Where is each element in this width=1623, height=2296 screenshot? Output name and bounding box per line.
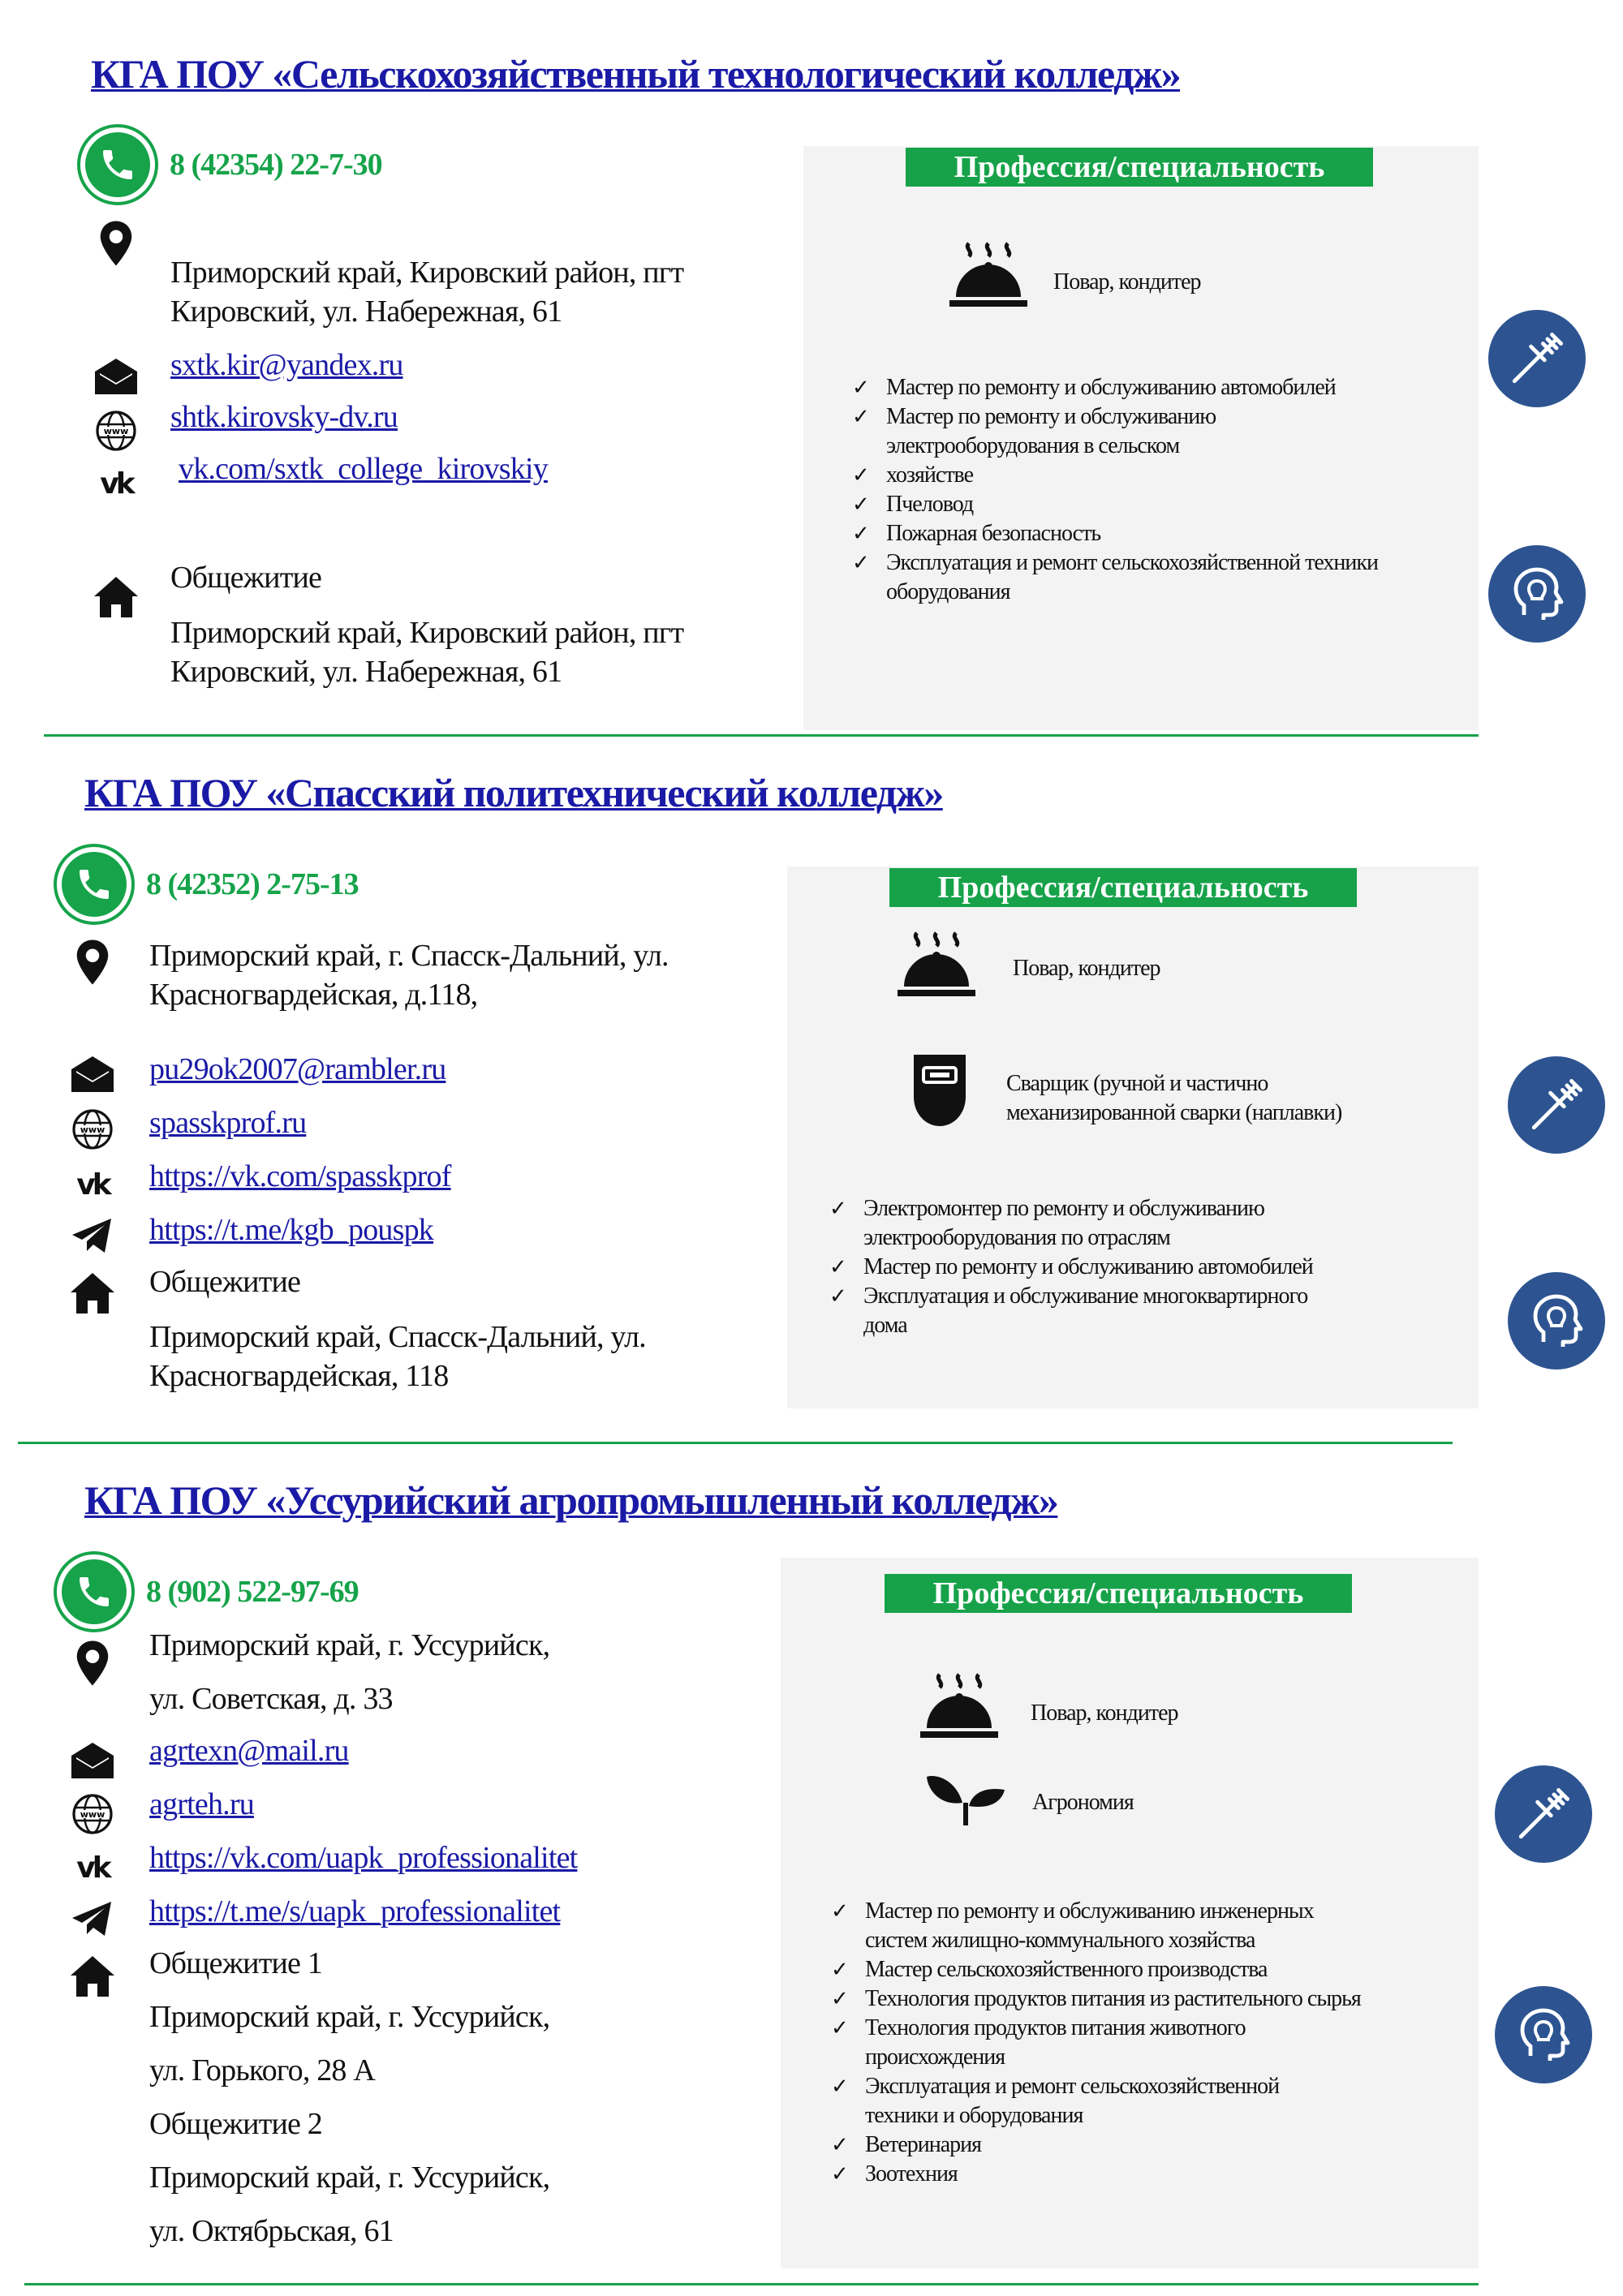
location-pin-icon (93, 221, 139, 266)
list-item: ✓ Мастер по ремонту и обслуживанию автомобилей (852, 373, 1378, 402)
dorm-label: Общежитие (149, 1265, 301, 1299)
list-item: ✓ Эксплуатация и ремонт сельскохозяйственной (831, 2072, 1361, 2101)
section-divider (24, 2283, 1479, 2285)
svg-text:www: www (80, 1124, 105, 1135)
specialty-list (829, 1194, 1313, 1340)
dorm-label: Общежитие (170, 561, 322, 595)
dorm-address-line: Кировский, ул. Набережная, 61 (170, 655, 562, 689)
telegram-icon (70, 1897, 115, 1942)
globe-www-icon (70, 1107, 115, 1152)
dorm-label: Общежитие 1 (149, 1946, 323, 1980)
list-item: электрооборудования по отраслям (863, 1225, 1170, 1250)
welding-mask-icon (909, 1051, 971, 1133)
college-title[interactable]: КГА ПОУ «Уссурийский агропромышленный колледж» (84, 1477, 1058, 1523)
phone-icon[interactable] (54, 1551, 135, 1632)
list-item: ✓ Эксплуатация и ремонт сельскохозяйственной техники (852, 548, 1378, 578)
address-line: Приморский край, г. Спасск-Дальний, ул. (149, 939, 669, 973)
list-item: происхождения (865, 2044, 1005, 2070)
location-pin-icon (70, 939, 115, 985)
profession-label: Повар, кондитер (1013, 956, 1160, 981)
vk-link[interactable]: vk.com/sxtk_college_kirovskiy (179, 452, 548, 486)
head-mind-icon (1488, 545, 1586, 643)
list-item: ✓ Мастер по ремонту и обслуживанию (852, 402, 1378, 432)
list-item: ✓ Ветеринария (831, 2130, 1361, 2160)
cloche-icon (920, 1671, 998, 1745)
list-item: ✓ Технология продуктов питания животного (831, 2014, 1361, 2043)
address-line: Кировский, ул. Набережная, 61 (170, 295, 562, 329)
phone-row (54, 844, 359, 925)
college-title[interactable]: КГА ПОУ «Сельскохозяйственный технологический колледж» (91, 51, 1181, 97)
dorm-address-line: ул. Горького, 28 А (149, 2053, 375, 2087)
profession-banner: Профессия/специальность (889, 868, 1357, 907)
envelope-icon (70, 1738, 115, 1783)
specialty-list (831, 1897, 1361, 2189)
dorm-address-line: Приморский край, г. Уссурийск, (149, 2161, 550, 2195)
profession-banner: Профессия/специальность (885, 1574, 1352, 1613)
dorm-address-line: Красногвардейская, 118 (149, 1359, 449, 1393)
globe-www-icon (70, 1791, 115, 1837)
list-item: электрооборудования в сельском (886, 433, 1180, 458)
head-mind-icon (1495, 1986, 1592, 2083)
profession-label: Сварщик (ручной и частично (1006, 1071, 1268, 1096)
list-item: ✓ Пожарная безопасность (852, 519, 1378, 548)
phone-row (54, 1551, 359, 1632)
list-item: систем жилищно-коммунального хозяйства (865, 1928, 1255, 1953)
profession-label: Повар, кондитер (1031, 1701, 1178, 1726)
home-icon (70, 1954, 115, 1999)
address-line: Приморский край, г. Уссурийск, (149, 1628, 550, 1662)
envelope-icon (70, 1051, 115, 1097)
vk-link[interactable]: https://vk.com/spasskprof (149, 1159, 451, 1193)
list-item: ✓ Зоотехния (831, 2160, 1361, 2189)
email-link[interactable]: agrtexn@mail.ru (149, 1734, 349, 1768)
phone-number[interactable]: 8 (42352) 2-75-13 (146, 867, 359, 901)
vk-icon: vk (76, 1851, 109, 1885)
crutch-accessibility-icon (1488, 310, 1586, 407)
website-link[interactable]: agrteh.ru (149, 1787, 254, 1821)
list-item: ✓ Электромонтер по ремонту и обслуживанию (829, 1194, 1313, 1223)
dorm-address-line: Приморский край, Кировский район, пгт (170, 616, 684, 650)
website-link[interactable]: shtk.kirovsky-dv.ru (170, 400, 398, 434)
home-icon (70, 1271, 115, 1316)
address-line: ул. Советская, д. 33 (149, 1682, 393, 1716)
list-item: ✓ Мастер по ремонту и обслуживанию автомобилей (829, 1253, 1313, 1282)
telegram-icon (70, 1214, 115, 1259)
location-pin-icon (70, 1640, 115, 1686)
vk-icon: vk (100, 467, 132, 501)
list-item: техники и оборудования (865, 2103, 1083, 2128)
phone-icon[interactable] (77, 124, 158, 205)
telegram-link[interactable]: https://t.me/kgb_pouspk (149, 1213, 434, 1247)
cloche-icon (949, 240, 1027, 314)
phone-icon[interactable] (54, 844, 135, 925)
head-mind-icon (1508, 1272, 1605, 1369)
section-divider (18, 1442, 1453, 1444)
list-item: ✓ хозяйстве (852, 461, 1378, 490)
profession-label: Агрономия (1032, 1790, 1134, 1815)
list-item: ✓ Мастер сельскохозяйственного производства (831, 1955, 1361, 1984)
email-link[interactable]: pu29ok2007@rambler.ru (149, 1052, 446, 1086)
address-line: Приморский край, Кировский район, пгт (170, 256, 684, 290)
phone-number[interactable]: 8 (42354) 22-7-30 (170, 148, 382, 182)
list-item: дома (863, 1313, 907, 1338)
website-link[interactable]: spasskprof.ru (149, 1106, 307, 1140)
phone-row (77, 124, 382, 205)
crutch-accessibility-icon (1495, 1765, 1592, 1863)
address-line: Красногвардейская, д.118, (149, 978, 478, 1012)
list-item: ✓ Технология продуктов питания из растительного сырья (831, 1984, 1361, 2014)
dorm-label: Общежитие 2 (149, 2107, 323, 2141)
list-item: оборудования (886, 579, 1010, 604)
profession-label: Повар, кондитер (1053, 269, 1201, 295)
crutch-accessibility-icon (1508, 1056, 1605, 1154)
svg-text:www: www (103, 426, 129, 436)
email-link[interactable]: sxtk.kir@yandex.ru (170, 348, 403, 382)
section-divider (44, 734, 1479, 737)
envelope-icon (93, 354, 139, 399)
dorm-address-line: ул. Октябрьская, 61 (149, 2214, 394, 2248)
dorm-address-line: Приморский край, г. Уссурийск, (149, 2000, 550, 2034)
vk-link[interactable]: https://vk.com/uapk_professionalitet (149, 1841, 578, 1875)
college-title[interactable]: КГА ПОУ «Спасский политехнический колледж» (84, 770, 943, 815)
profession-banner: Профессия/специальность (906, 148, 1373, 187)
cloche-icon (898, 930, 975, 1004)
globe-www-icon (93, 408, 139, 454)
telegram-link[interactable]: https://t.me/s/uapk_professionalitet (149, 1894, 561, 1928)
svg-text:www: www (80, 1809, 105, 1820)
dorm-address-line: Приморский край, Спасск-Дальний, ул. (149, 1320, 646, 1354)
specialty-list (852, 373, 1378, 607)
profession-label: механизированной сварки (наплавки) (1006, 1100, 1342, 1125)
list-item: ✓ Пчеловод (852, 490, 1378, 519)
sprout-icon (923, 1770, 1008, 1829)
list-item: ✓ Мастер по ремонту и обслуживанию инженерных (831, 1897, 1361, 1926)
vk-icon: vk (76, 1167, 109, 1202)
home-icon (93, 574, 139, 620)
phone-number[interactable]: 8 (902) 522-97-69 (146, 1575, 359, 1609)
list-item: ✓ Эксплуатация и обслуживание многоквартирного (829, 1282, 1313, 1311)
